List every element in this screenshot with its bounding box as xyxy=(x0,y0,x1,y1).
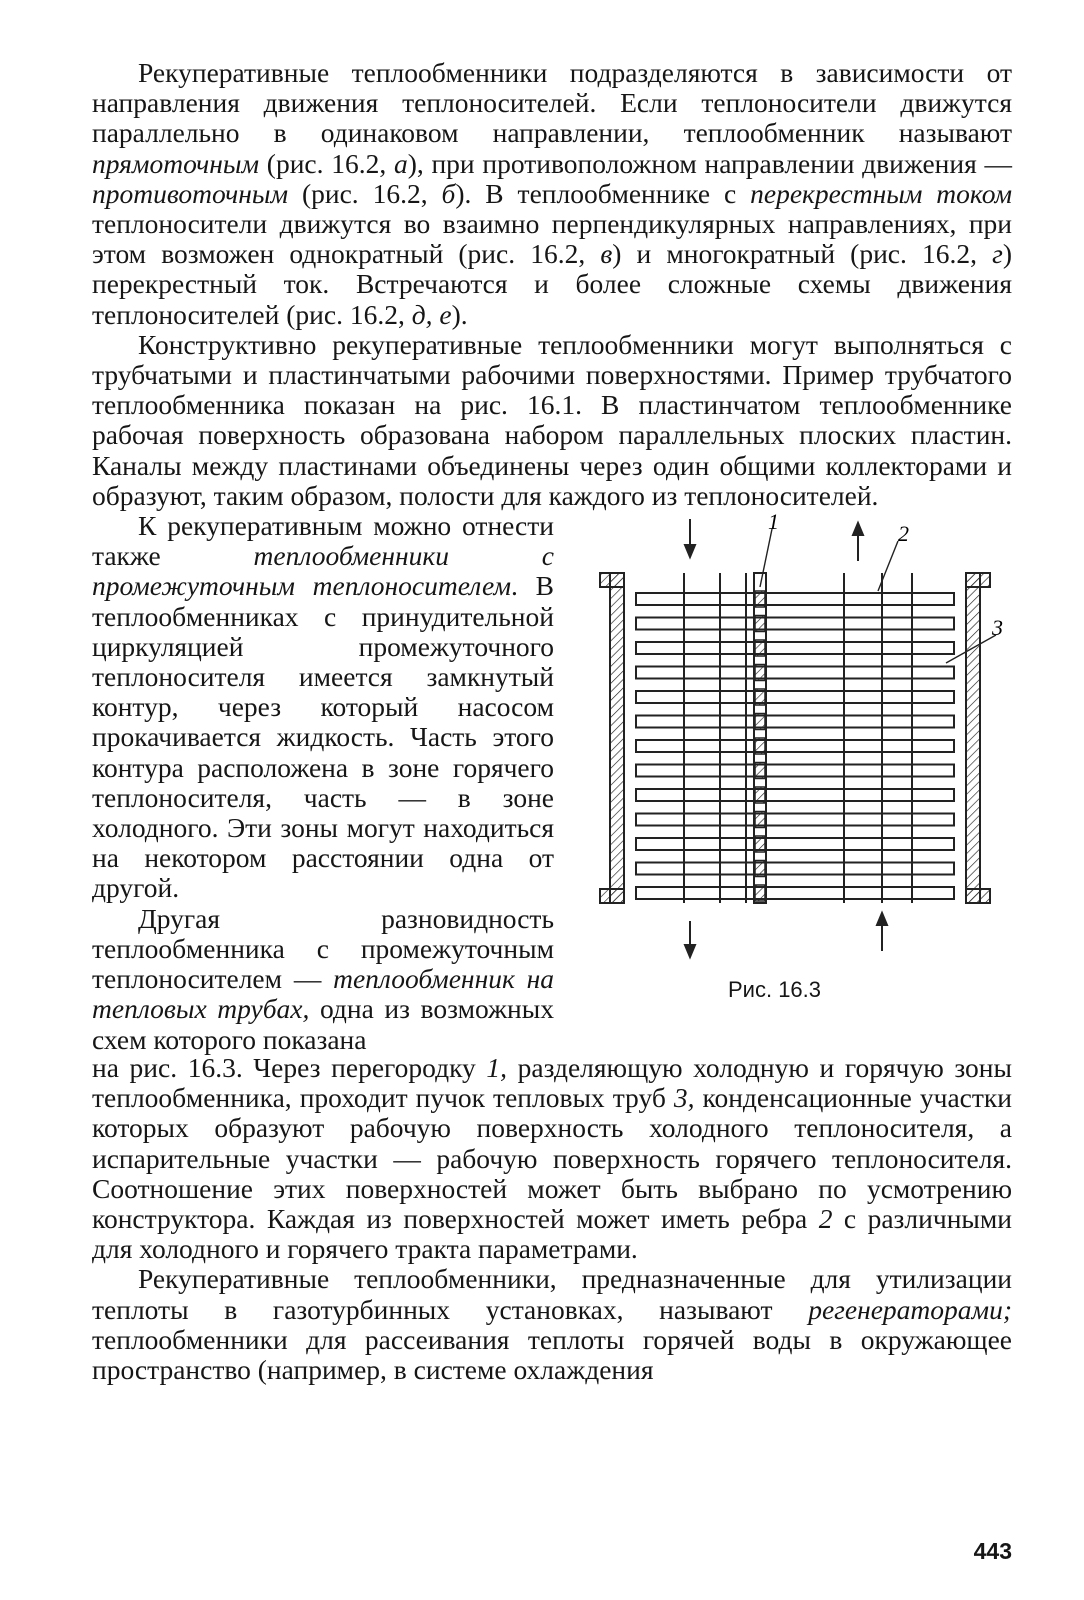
left-wall xyxy=(610,573,624,903)
label-2: 2 xyxy=(898,521,909,547)
figure-caption: Рис. 16.3 xyxy=(728,977,822,1003)
label-3: 3 xyxy=(992,615,1003,641)
label-1: 1 xyxy=(768,511,779,535)
page-number: 443 xyxy=(973,1538,1012,1564)
paragraph-2: Конструктивно рекуперативные теплообменники могут выполняться с трубчатыми и пластинчатыми рабочими поверхностями. Пример трубчатого теплообменника показан на рис. 16.1. В пластинчатом теплообменнике рабочая поверхность образована набором параллельных плоских пластин. Каналы между пластинами объединены через один общими коллекторами и образуют, таким образом, полости для каждого из теплоносителей. xyxy=(92,328,1012,511)
paragraph-5: Рекуперативные теплообменники, предназначенные для утилизации теплоты в газотурбинных установках, называют регенераторами; теплообменники для рассеивания теплоты горячей воды в окружающее пространство (например, в системе охлаждения xyxy=(92,1263,1012,1386)
heat-pipe-exchanger-diagram xyxy=(596,511,1012,971)
wrapped-text xyxy=(92,511,554,1055)
text-after-figure xyxy=(92,1053,1012,1385)
text-with-figure xyxy=(92,511,1012,1053)
flow-arrows xyxy=(685,519,887,957)
paragraph-4-end: на рис. 16.3. Через перегородку 1, разделяющую холодную и горячую зоны теплообменника, проходит пучок тепловых труб 3, конденсационные участки которых образуют рабочую поверхность холодного теплоносителя, а испарительные участки — рабочую поверхность горячего теплоносителя. Соотношение этих поверхностей может быть выбрано по усмотрению конструктора. Каждая из поверхностей может иметь ребра 2 с различными для холодного и горячего тракта параметрами. xyxy=(92,1052,1013,1265)
paragraph-4-start: Другая разновидность теплообменника с промежуточным теплоносителем — теплообменник на тепловых трубах, одна из возможных схем которого показана xyxy=(92,902,554,1055)
figure-16-3 xyxy=(596,511,1012,1053)
fins xyxy=(684,573,912,903)
paragraph-1: Рекуперативные теплообменники подразделяются в зависимости от направления движения теплоносителей. Если теплоносители движутся параллельно в одинаковом направлении, теплообменник называют прямоточным (рис. 16.2, а), при противоположном направлении движения — противоточным (рис. 16.2, б). В теплообменнике с перекрестным током теплоносители движутся во взаимно перпендикулярных направлениях, при этом возможен однократный (рис. 16.2, в) и многократный (рис. 16.2, г) перекрестный ток. Встречаются и более сложные схемы движения теплоносителей (рис. 16.2, д, е). xyxy=(92,57,1012,330)
paragraph-3: К рекуперативным можно отнести также теплообменники с промежуточным теплоносителем. В теплообменниках с принудительной циркуляцией промежуточного теплоносителя имеется замкнутый контур, через который насосом прокачивается жидкость. Часть этого контура расположена в зоне горячего теплоносителя, часть — в зоне холодного. Эти зоны могут находиться на некотором расстоянии одна от другой. xyxy=(92,510,555,904)
right-wall xyxy=(966,573,980,903)
page-content xyxy=(92,58,1012,1385)
